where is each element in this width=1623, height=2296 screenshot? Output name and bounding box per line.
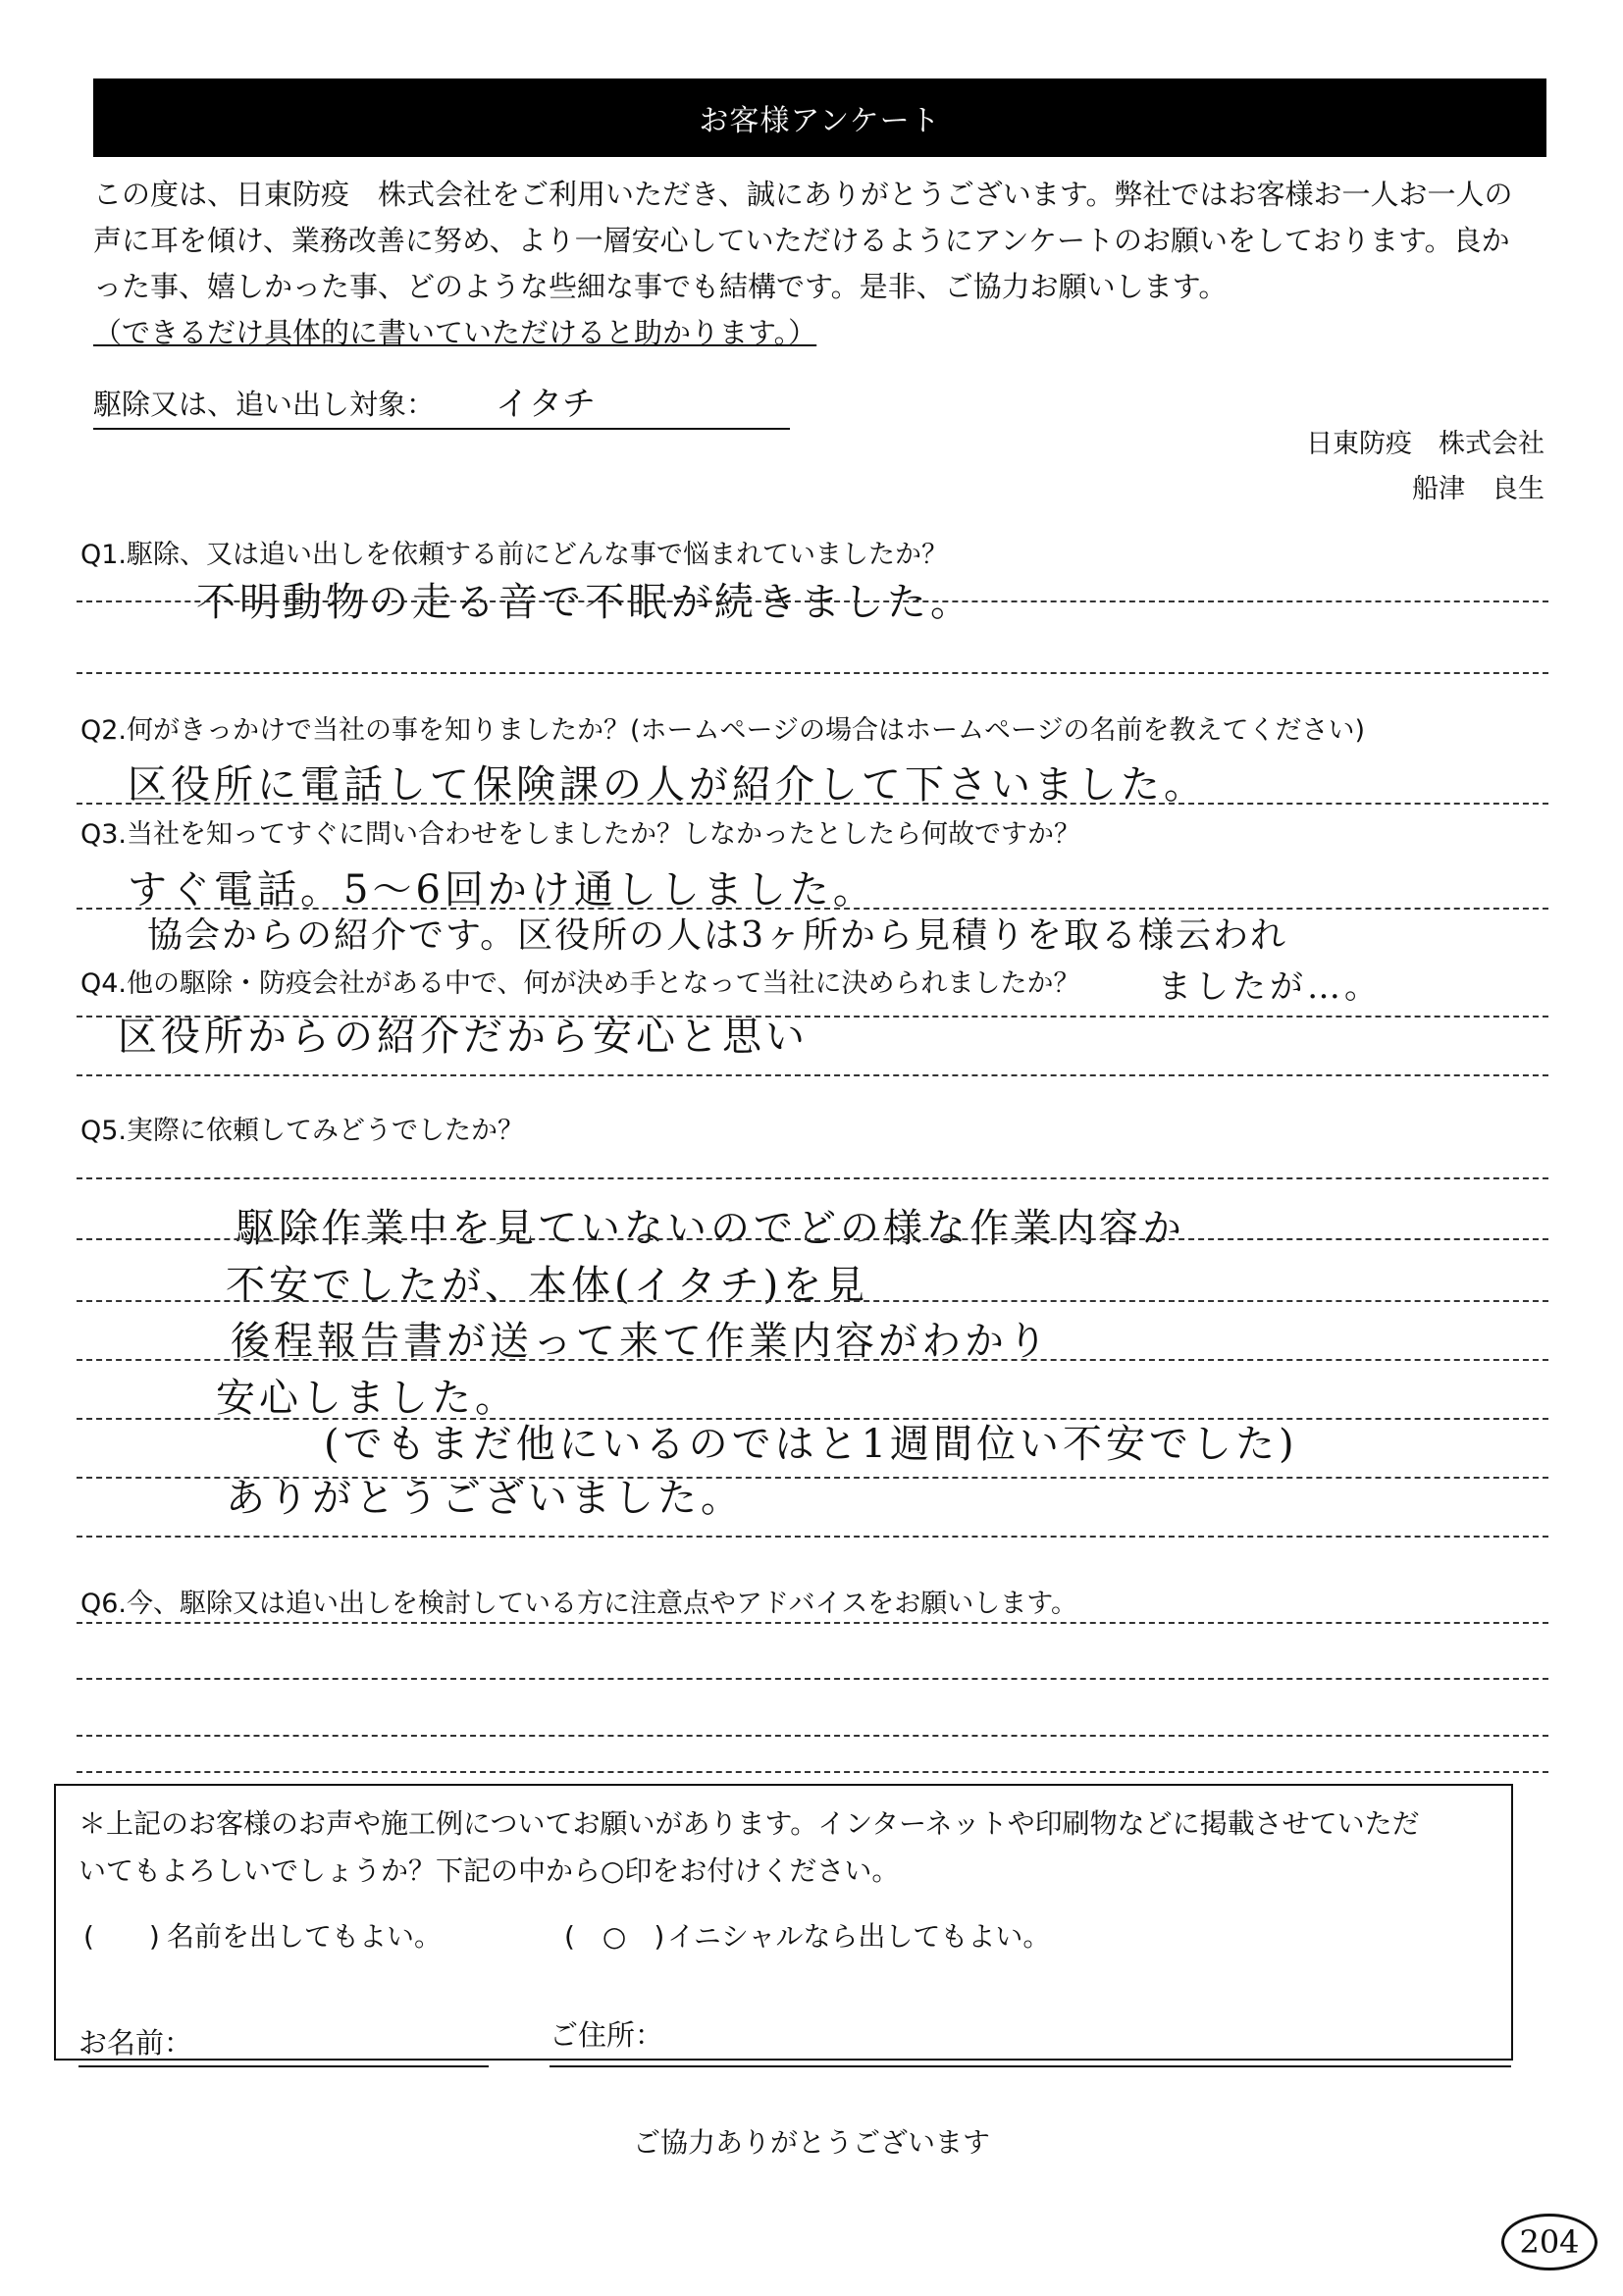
intro-line: この度は、日東防疫 株式会社をご利用いただき、誠にありがとうございます。弊社ではお客様お一人お一人の [93, 178, 1513, 211]
q5-answer: 不安でしたが、本体(イタチ)を見 [226, 1263, 869, 1308]
target-field [93, 383, 790, 430]
answer-line [77, 1359, 1548, 1361]
answer-line [77, 1678, 1548, 1680]
contact-fields [79, 2018, 1511, 2070]
answer-line [77, 600, 1548, 602]
address-label: ご住所： [550, 2018, 664, 2052]
option-initial-checkbox[interactable]: ( ○ ) [564, 1920, 665, 1953]
answer-line [77, 1622, 1548, 1624]
intro-text [93, 172, 1555, 356]
option-initial-label: イニシャルなら出してもよい。 [667, 1920, 1051, 1953]
q2-question: Q2.何がきっかけで当社の事を知りましたか？(ホームページの場合はホームページの名前を教えてください) [80, 715, 1365, 746]
address-input[interactable] [550, 2065, 1511, 2067]
answer-line [77, 1300, 1548, 1302]
q5-answer: ありがとうございました。 [226, 1476, 744, 1521]
answer-line [77, 672, 1548, 674]
option-name-label: 名前を出してもよい。 [167, 1920, 443, 1953]
target-label: 駆除又は、追い出し対象： [93, 388, 436, 421]
q4-answer: 区役所からの紹介だから安心と思い [118, 1015, 809, 1060]
q3-question: Q3.当社を知ってすぐに問い合わせをしましたか？しなかったとしたら何故ですか？ [80, 819, 1081, 850]
q4-question: Q4.他の駆除・防疫会社がある中で、何が決め手となって当社に決められましたか？ [80, 968, 1080, 999]
answer-line [77, 1238, 1548, 1240]
footer-thanks: ご協力ありがとうございます [632, 2126, 990, 2159]
name-label: お名前： [79, 2026, 193, 2060]
notice-line: いてもよろしいでしょうか？下記の中から○印をお付けください。 [79, 1854, 900, 1887]
page-number-stamp: 204 [1501, 2214, 1597, 2270]
q5-answer: 安心しました。 [216, 1376, 518, 1421]
intro-line: った事、嬉しかった事、どのような些細な事でも結構です。是非、ご協力お願いします。 [93, 270, 1228, 303]
answer-line [77, 1771, 1548, 1773]
q5-question: Q5.実際に依頼してみどうでしたか？ [80, 1116, 525, 1146]
survey-title: お客様アンケート [93, 78, 1546, 157]
intro-note: （できるだけ具体的に書いていただけると助かります。） [93, 316, 817, 349]
answer-line [77, 803, 1548, 805]
q3-answer: ましたが…。 [1158, 967, 1382, 1007]
answer-line [77, 1177, 1548, 1179]
q5-answer: (でもまだ他にいるのではと1週間位い不安でした) [324, 1422, 1298, 1467]
name-input[interactable] [79, 2065, 489, 2067]
q6-question: Q6.今、駆除又は追い出しを検討している方に注意点やアドバイスをお願いします。 [80, 1589, 1078, 1619]
q1-question: Q1.駆除、又は追い出しを依頼する前にどんな事で悩まれていましたか？ [80, 540, 949, 570]
consent-notice [79, 1800, 1511, 1895]
notice-line: ＊上記のお客様のお声や施工例についてお願いがあります。インターネットや印刷物などに掲載させていただ [79, 1807, 1420, 1840]
answer-line [77, 1735, 1548, 1737]
answer-line [77, 1536, 1548, 1538]
company-person: 船津 良生 [1412, 474, 1544, 504]
q3-answer: すぐ電話。5～6回かけ通ししました。 [128, 867, 876, 913]
answer-line [77, 1016, 1548, 1018]
q3-answer: 協会からの紹介です。区役所の人は3ヶ所から見積りを取る様云われ [147, 915, 1288, 956]
q2-answer: 区役所に電話して保険課の人が紹介して下さいました。 [128, 762, 1207, 808]
company-name: 日東防疫 株式会社 [1306, 429, 1544, 459]
q5-answer: 後程報告書が送って来て作業内容がわかり [231, 1319, 1051, 1364]
q1-answer: 不明動物の走る音で不眠が続きました。 [196, 580, 973, 625]
q5-answer: 駆除作業中を見ていないのでどの様な作業内容か [236, 1206, 1185, 1251]
intro-line: 声に耳を傾け、業務改善に努め、より一層安心していただけるようにアンケートのお願いをしております。良か [93, 224, 1510, 257]
target-value: イタチ [496, 385, 596, 424]
answer-line [77, 1074, 1548, 1076]
option-name-checkbox[interactable]: ( ) [83, 1920, 160, 1953]
company-block [1306, 422, 1544, 512]
